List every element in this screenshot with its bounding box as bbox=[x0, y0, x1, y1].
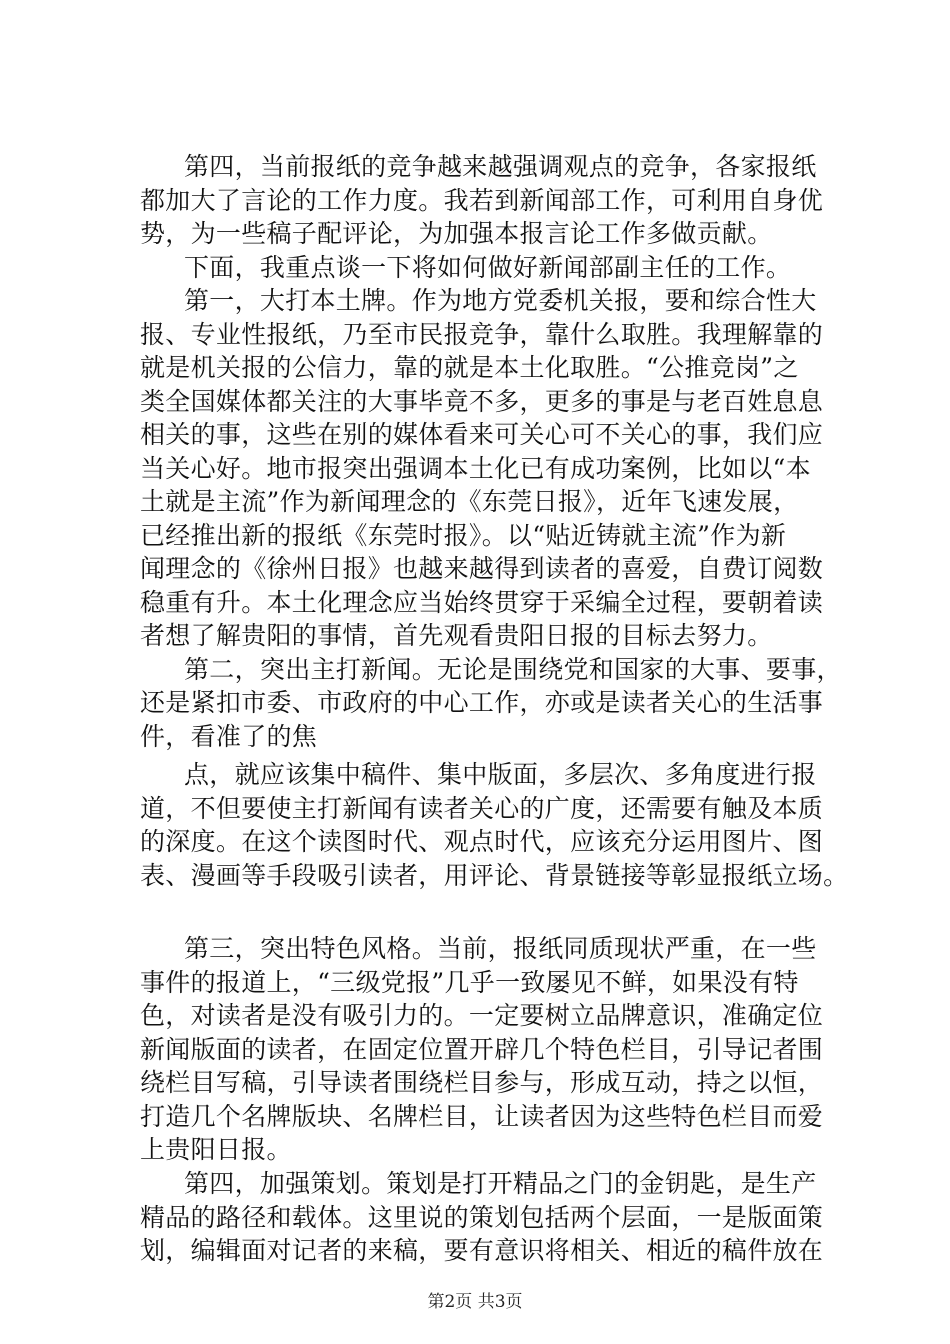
text-line: 已经推出新的报纸《东莞时报》。以“贴近铸就主流”作为新 bbox=[140, 520, 787, 550]
text-line: 打造几个名牌版块、名牌栏目，让读者因为这些特色栏目而爱 bbox=[140, 1101, 824, 1131]
text-line: 土就是主流”作为新闻理念的《东莞日报》，近年飞速发展， bbox=[140, 487, 799, 517]
text-line: 就是机关报的公信力，靠的就是本土化取胜。“公推竞岗”之 bbox=[140, 353, 799, 383]
text-line: 者想了解贵阳的事情，首先观看贵阳日报的目标去努力。 bbox=[140, 621, 773, 651]
text-line: 闻理念的《徐州日报》也越来越得到读者的喜爱，自费订阅数 bbox=[140, 554, 824, 584]
text-line: 划，编辑面对记者的来稿，要有意识将相关、相近的稿件放在 bbox=[140, 1236, 824, 1265]
text-line: 都加大了言论的工作力度。我若到新闻部工作，可利用自身优 bbox=[140, 185, 824, 215]
text-line: 第四，加强策划。策划是打开精品之门的金钥匙，是生产 bbox=[184, 1168, 817, 1198]
text-line: 还是紧扣市委、市政府的中心工作，亦或是读者关心的生活事 bbox=[140, 688, 824, 718]
text-line: 绕栏目写稿，引导读者围绕栏目参与，形成互动，持之以恒， bbox=[140, 1068, 824, 1098]
text-line: 稳重有升。本土化理念应当始终贯穿于采编全过程，要朝着读 bbox=[140, 587, 824, 617]
text-line: 下面，我重点谈一下将如何做好新闻部副主任的工作。 bbox=[184, 252, 792, 282]
text-line: 第三，突出特色风格。当前，报纸同质现状严重，在一些 bbox=[184, 934, 817, 964]
text-line: 新闻版面的读者，在固定位置开辟几个特色栏目，引导记者围 bbox=[140, 1034, 824, 1064]
text-line: 精品的路径和载体。这里说的策划包括两个层面，一是版面策 bbox=[140, 1202, 824, 1232]
text-line: 第一，大打本土牌。作为地方党委机关报，要和综合性大 bbox=[184, 286, 817, 316]
text-line: 报、专业性报纸，乃至市民报竞争，靠什么取胜。我理解靠的 bbox=[140, 319, 824, 349]
text-line: 上贵阳日报。 bbox=[140, 1135, 292, 1165]
text-line: 色，对读者是没有吸引力的。一定要树立品牌意识，准确定位 bbox=[140, 1001, 824, 1031]
text-line: 第二，突出主打新闻。无论是围绕党和国家的大事、要事， bbox=[184, 654, 842, 684]
text-line: 第四，当前报纸的竞争越来越强调观点的竞争，各家报纸 bbox=[184, 152, 817, 181]
text-line: 势，为一些稿子配评论，为加强本报言论工作多做贡献。 bbox=[140, 219, 773, 249]
text-line: 件，看准了的焦 bbox=[140, 721, 318, 751]
page-number-footer: 第2页 共3页 bbox=[427, 1292, 523, 1312]
text-line: 表、漫画等手段吸引读者，用评论、背景链接等彰显报纸立场。 bbox=[140, 860, 849, 890]
text-line: 类全国媒体都关注的大事毕竟不多，更多的事是与老百姓息息 bbox=[140, 386, 824, 416]
text-line: 相关的事，这些在别的媒体看来可关心可不关心的事，我们应 bbox=[140, 420, 824, 450]
text-line: 的深度。在这个读图时代、观点时代，应该充分运用图片、图 bbox=[140, 827, 824, 857]
text-line: 当关心好。地市报突出强调本土化已有成功案例，比如以“本 bbox=[140, 453, 811, 483]
text-line: 点，就应该集中稿件、集中版面，多层次、多角度进行报 bbox=[184, 760, 817, 790]
text-line: 事件的报道上，“三级党报”几乎一致屡见不鲜，如果没有特 bbox=[140, 967, 799, 997]
text-line: 道，不但要使主打新闻有读者关心的广度，还需要有触及本质 bbox=[140, 793, 824, 823]
